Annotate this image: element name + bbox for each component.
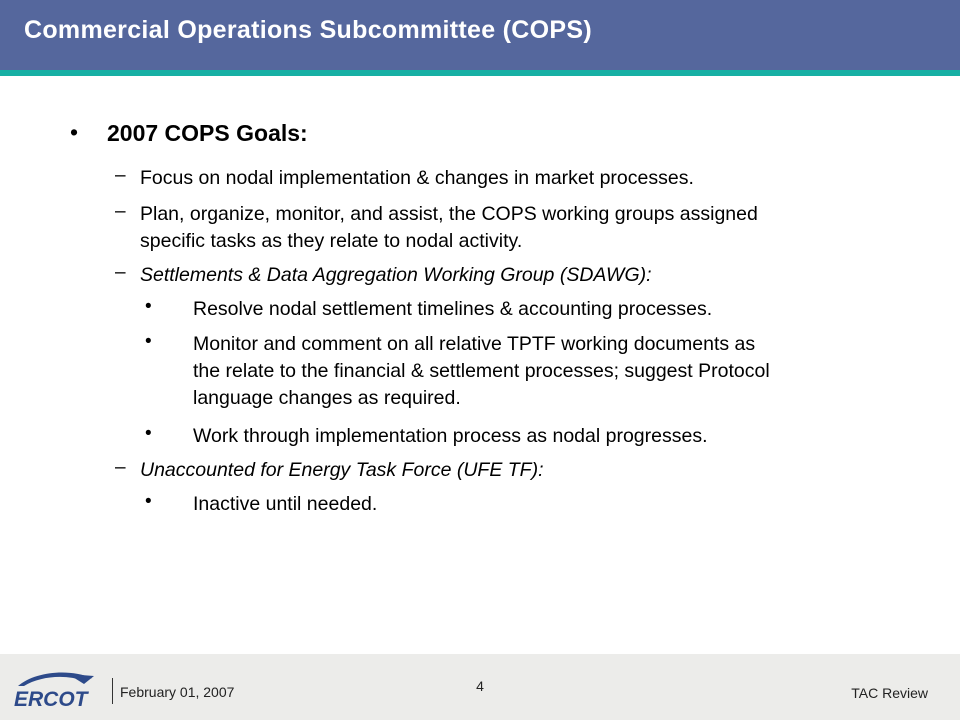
sdawg-item-continuation: language changes as required. — [193, 387, 461, 409]
ufe-heading: Unaccounted for Energy Task Force (UFE TF): — [140, 459, 544, 481]
sdawg-heading: Settlements & Data Aggregation Working Group (SDAWG): — [140, 264, 652, 286]
slide-title: Commercial Operations Subcommittee (COPS) — [24, 16, 592, 44]
goals-heading: 2007 COPS Goals: — [107, 120, 308, 146]
sdawg-item-continuation: the relate to the financial & settlement processes; suggest Protocol — [193, 360, 770, 382]
footer-event-label: TAC Review — [851, 685, 928, 701]
bullet-icon: • — [145, 423, 152, 444]
slide-footer — [0, 654, 960, 720]
bullet-icon: • — [145, 296, 152, 317]
footer-divider — [112, 678, 113, 704]
footer-date: February 01, 2007 — [120, 684, 235, 700]
dash-icon: – — [115, 201, 126, 222]
sdawg-item: Work through implementation process as nodal progresses. — [193, 425, 708, 447]
dash-icon: – — [115, 262, 126, 283]
dash-icon: – — [115, 165, 126, 186]
ercot-logo — [12, 666, 98, 710]
bullet-icon: • — [145, 491, 152, 512]
goal-item: Focus on nodal implementation & changes in market processes. — [140, 167, 694, 189]
dash-icon: – — [115, 457, 126, 478]
logo-wordmark: ERCOT — [14, 688, 88, 710]
sdawg-item: Monitor and comment on all relative TPTF working documents as — [193, 333, 756, 355]
page-number: 4 — [476, 678, 484, 694]
ufe-item: Inactive until needed. — [193, 493, 378, 515]
sdawg-item: Resolve nodal settlement timelines & accounting processes. — [193, 298, 713, 320]
bullet-icon: • — [145, 331, 152, 352]
bullet-icon: • — [70, 119, 79, 145]
goal-item-continuation: specific tasks as they relate to nodal activity. — [140, 230, 523, 252]
goal-item: Plan, organize, monitor, and assist, the COPS working groups assigned — [140, 203, 758, 225]
